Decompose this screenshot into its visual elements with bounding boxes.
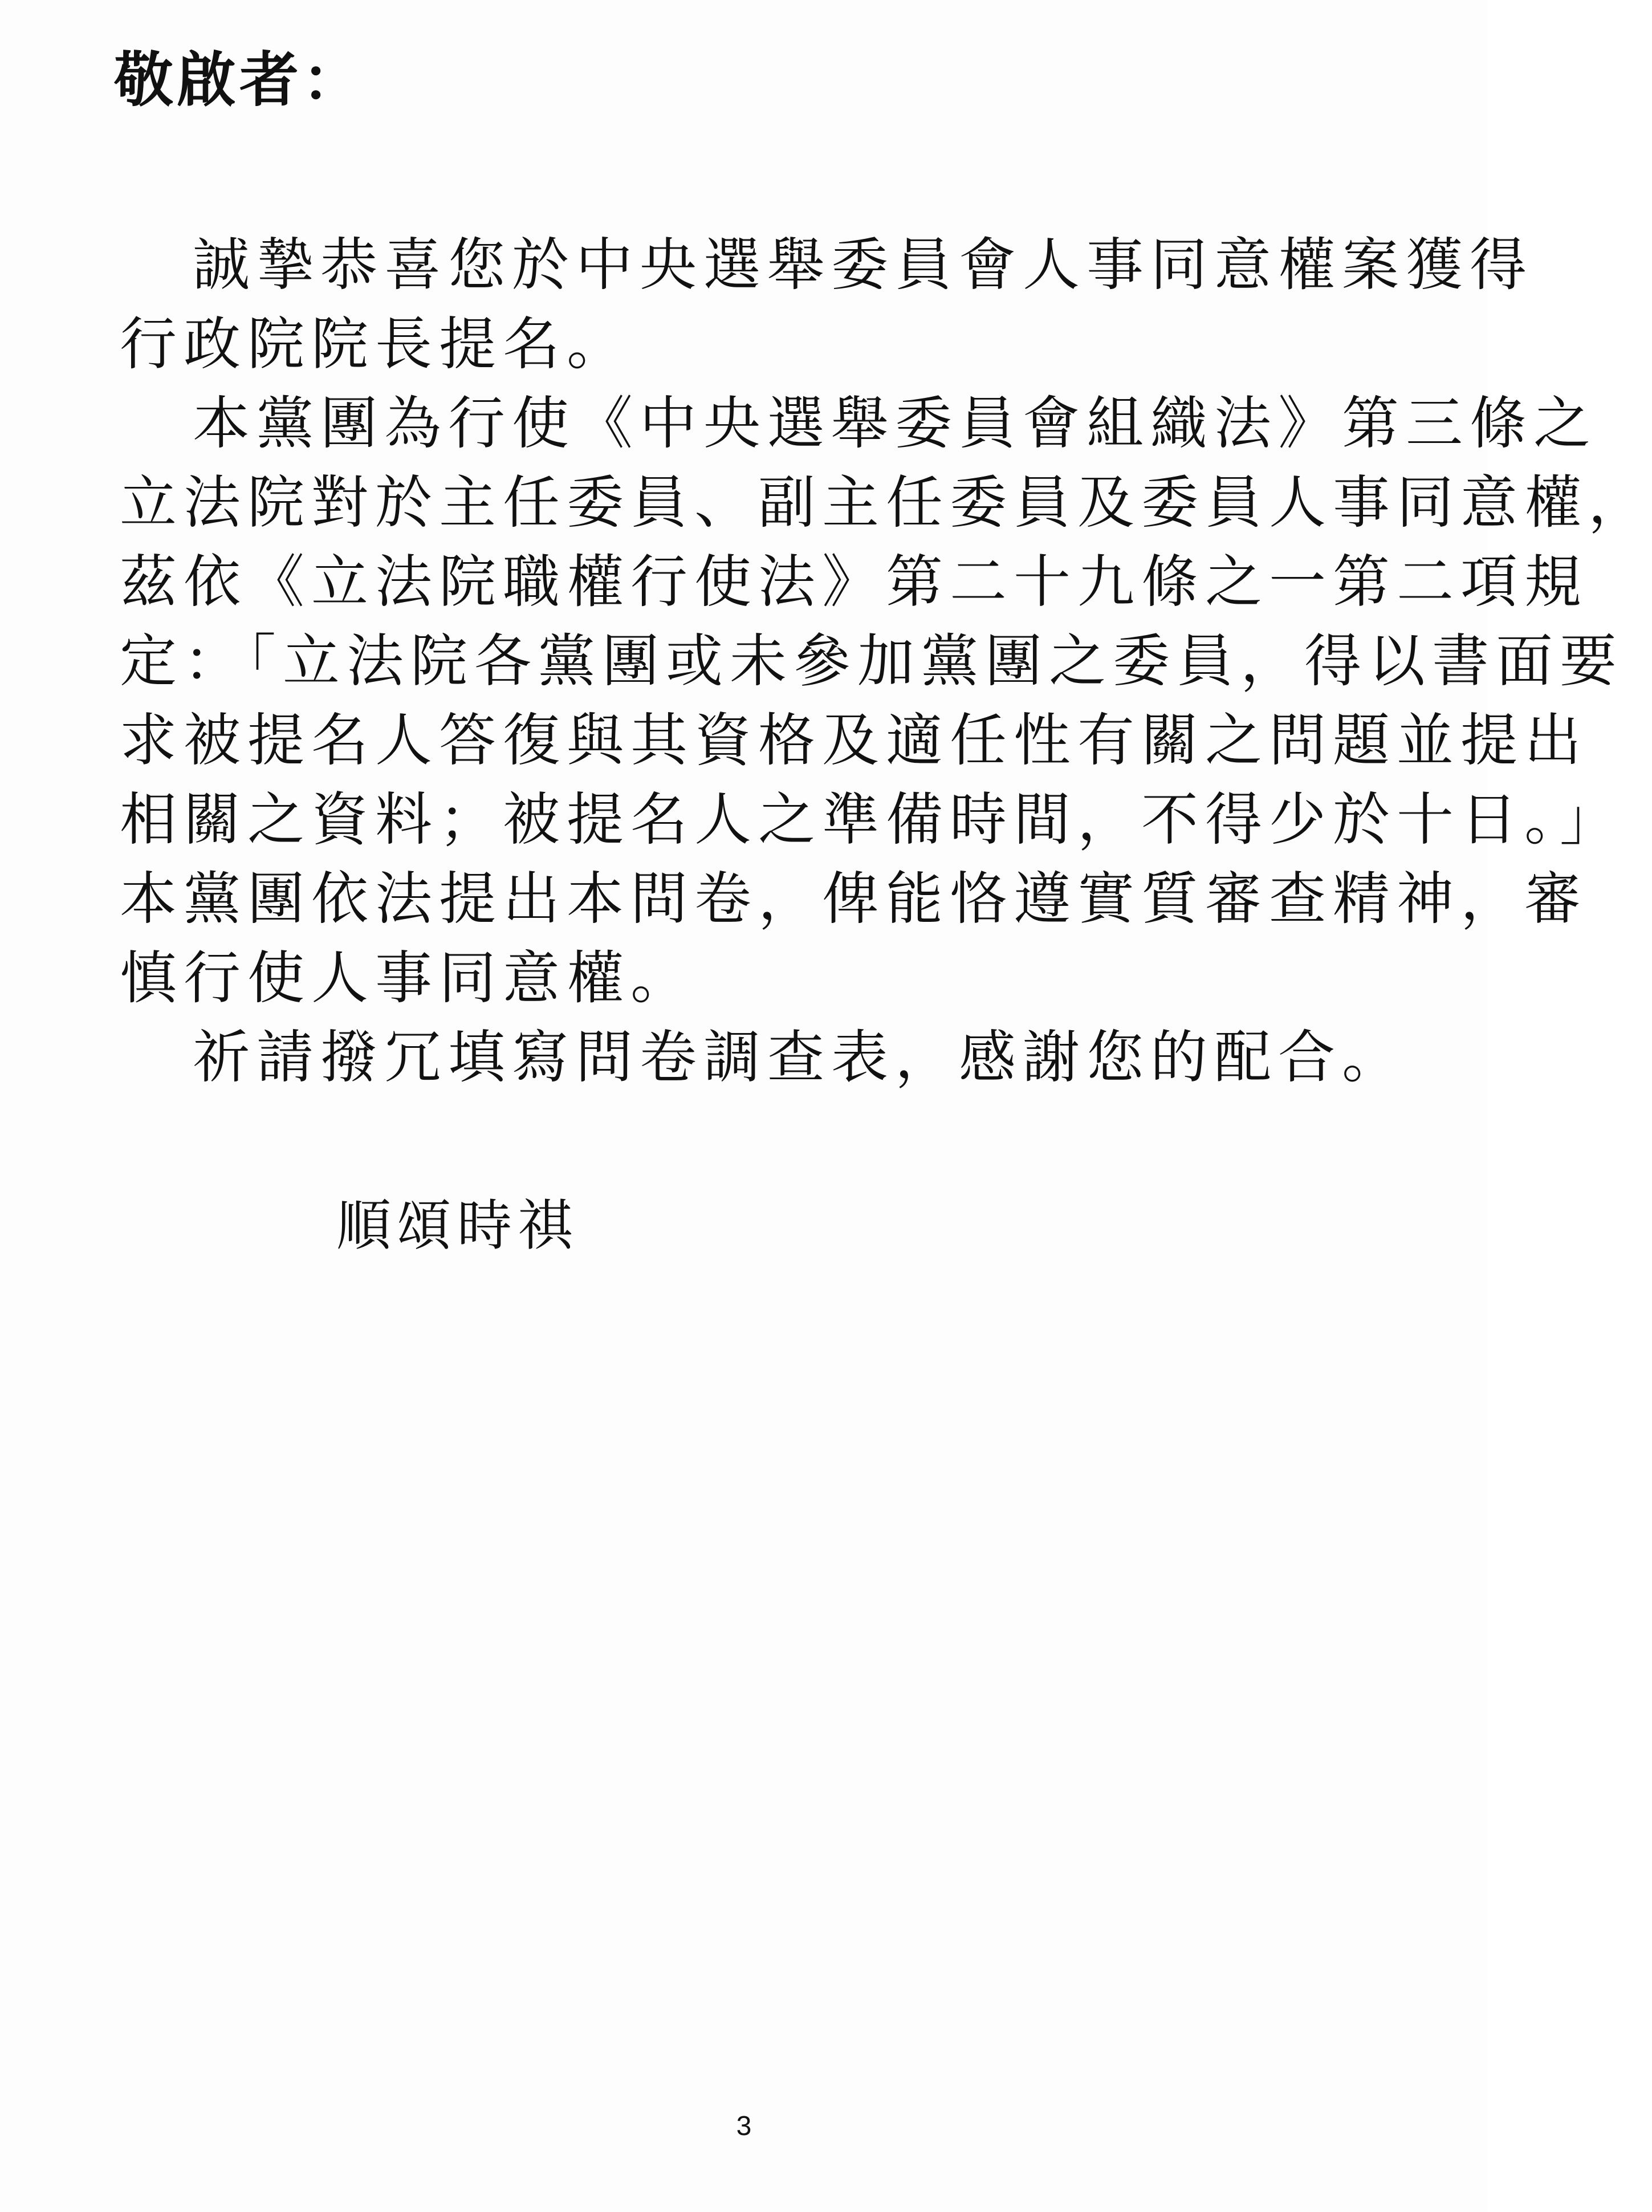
body-line-5: 茲依《立法院職權行使法》第二十九條之一第二項規	[120, 548, 1588, 615]
greeting-heading: 敬啟者：	[114, 44, 365, 115]
letter-body	[120, 225, 1652, 1097]
page-number: 3	[736, 2111, 752, 2141]
body-line-10: 慎行使人事同意權。	[120, 945, 694, 1011]
body-line-6: 定：「立法院各黨團或未參加黨團之委員，得以書面要	[120, 628, 1623, 694]
body-line-8: 相關之資料；被提名人之準備時間，不得少於十日。」	[120, 786, 1623, 853]
body-line-11: 祈請撥冗填寫問卷調查表，感謝您的配合。	[193, 1024, 1406, 1091]
body-line-7: 求被提名人答復與其資格及適任性有關之問題並提出	[120, 707, 1588, 774]
body-line-4: 立法院對於主任委員、副主任委員及委員人事同意權，	[120, 469, 1652, 536]
body-line-9: 本黨團依法提出本問卷，俾能恪遵實質審查精神，審	[120, 865, 1588, 932]
body-line-2: 行政院院長提名。	[120, 311, 630, 377]
body-line-3: 本黨團為行使《中央選舉委員會組織法》第三條之	[193, 390, 1597, 457]
closing-salutation: 順頌時祺	[336, 1194, 578, 1258]
body-line-1: 誠摯恭喜您於中央選舉委員會人事同意權案獲得	[193, 231, 1533, 298]
